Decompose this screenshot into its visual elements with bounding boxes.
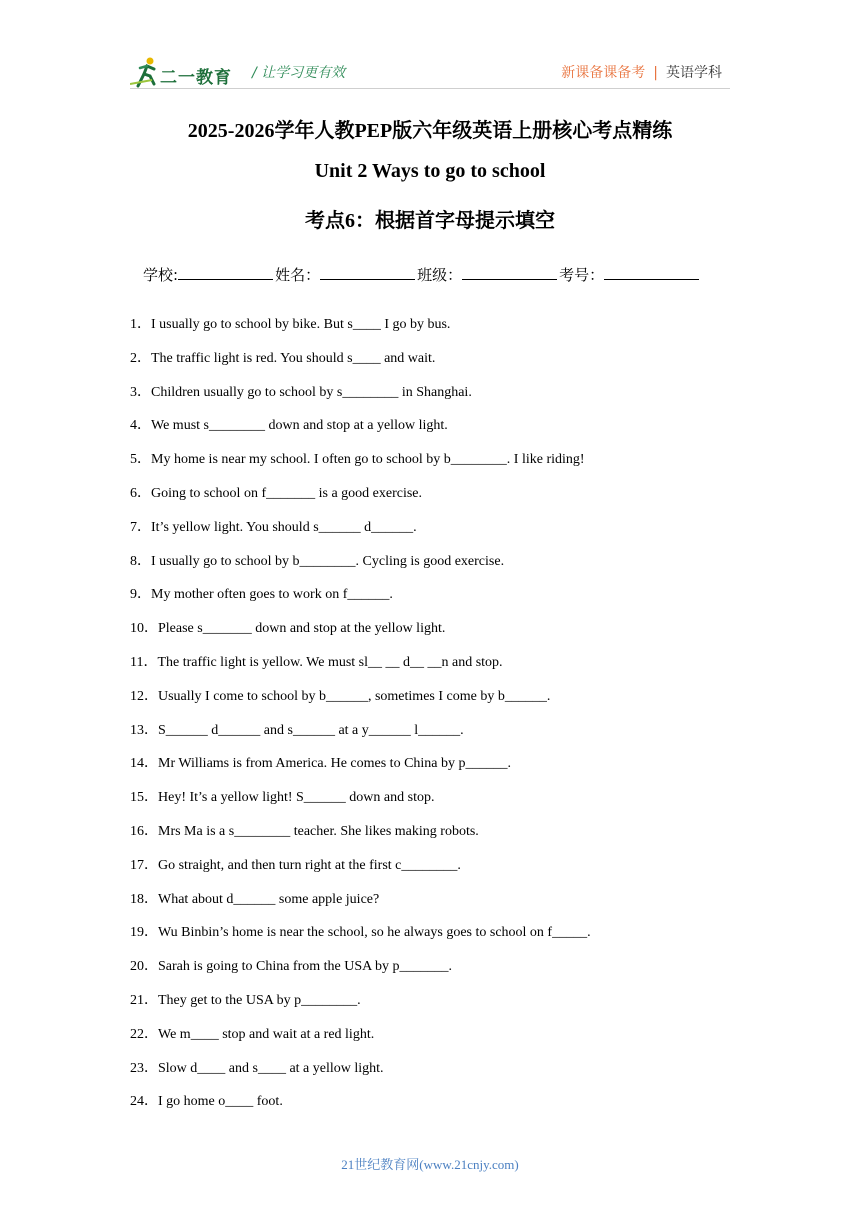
logo bbox=[130, 56, 245, 88]
question-item: 23．Slow d____ and s____ at a yellow light. bbox=[130, 1060, 384, 1076]
unit-title: Unit 2 Ways to go to school bbox=[314, 160, 546, 182]
question-item: 20．Sarah is going to China from the USA by p_______. bbox=[130, 959, 452, 975]
header-divider bbox=[130, 88, 730, 89]
question-item: 11．The traffic light is yellow. We must sl__ __ d__ __n and stop. bbox=[130, 654, 503, 670]
question-item: 24．I go home o____ foot. bbox=[130, 1094, 283, 1110]
section-title: 考点6：根据首字母提示填空 bbox=[305, 210, 555, 232]
school-label: 学校: bbox=[143, 266, 179, 284]
header-category: 新课备课备考 bbox=[561, 65, 646, 81]
student-info-line bbox=[143, 264, 701, 285]
question-item: 4．We must s________ down and stop at a yellow light. bbox=[130, 418, 448, 434]
question-item: 2．The traffic light is red. You should s____ and wait. bbox=[130, 350, 436, 366]
header-subject-label: 英语学科 bbox=[666, 65, 722, 81]
document-title: 2025-2026学年人教PEP版六年级英语上册核心考点精练 bbox=[187, 120, 673, 142]
school-blank[interactable] bbox=[178, 265, 273, 280]
question-item: 1．I usually go to school by bike. But s____ I go by bus. bbox=[130, 317, 451, 332]
question-item: 14．Mr Williams is from America. He comes to China by p______. bbox=[130, 756, 512, 772]
question-item: 6．Going to school on f_______ is a good exercise. bbox=[130, 485, 423, 501]
number-label: 考号： bbox=[559, 266, 605, 284]
header-separator: | bbox=[653, 65, 658, 81]
class-blank[interactable] bbox=[462, 265, 557, 280]
question-item: 17．Go straight, and then turn right at the first c________. bbox=[130, 857, 461, 873]
question-item: 12．Usually I come to school by b______, sometimes I come by b______. bbox=[130, 688, 551, 704]
question-item: 19．Wu Binbin’s home is near the school, so he always goes to school on f_____. bbox=[130, 925, 591, 941]
runner-logo-icon bbox=[130, 56, 162, 88]
question-item: 9．My mother often goes to work on f______. bbox=[130, 587, 393, 603]
header-subject bbox=[561, 62, 722, 82]
question-item: 15．Hey! It’s a yellow light! S______ down and stop. bbox=[130, 790, 435, 806]
question-item: 18．What about d______ some apple juice? bbox=[130, 891, 380, 907]
name-label: 姓名： bbox=[275, 266, 321, 284]
page-footer[interactable]: 21世纪教育网(www.21cnjy.com) bbox=[341, 1157, 519, 1172]
question-item: 22．We m____ stop and wait at a red light. bbox=[130, 1026, 375, 1042]
question-item: 7．It’s yellow light. You should s______ d______. bbox=[130, 519, 417, 535]
page-header bbox=[0, 0, 860, 100]
question-item: 5．My home is near my school. I often go to school by b________. I like riding! bbox=[130, 452, 585, 468]
number-blank[interactable] bbox=[604, 265, 699, 280]
question-list bbox=[130, 316, 750, 1127]
question-item: 21．They get to the USA by p________. bbox=[130, 992, 361, 1008]
question-item: 8．I usually go to school by b________. Cycling is good exercise. bbox=[130, 553, 505, 569]
question-item: 3．Children usually go to school by s________ in Shanghai. bbox=[130, 384, 472, 400]
question-item: 13．S______ d______ and s______ at a y______ l______. bbox=[130, 722, 464, 738]
question-item: 10．Please s_______ down and stop at the yellow light. bbox=[130, 621, 446, 637]
slogan: / 让学习更有效 bbox=[252, 65, 346, 81]
question-item: 16．Mrs Ma is a s________ teacher. She likes making robots. bbox=[130, 823, 479, 839]
class-label: 班级： bbox=[417, 266, 463, 284]
name-blank[interactable] bbox=[320, 265, 415, 280]
logo-text: 二一教育 bbox=[160, 68, 232, 88]
